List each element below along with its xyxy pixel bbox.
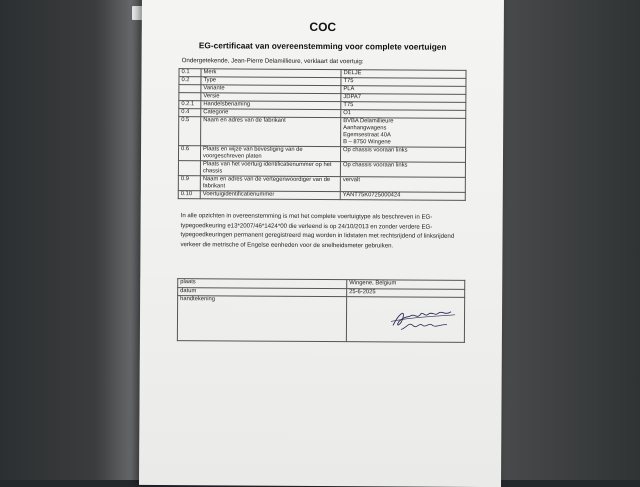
row-code: 0.1 [179,69,201,77]
row-value: PLA [341,86,466,95]
spec-row [179,117,466,148]
row-value: T75 [341,78,466,87]
row-code: 0.4 [179,109,201,117]
conformity-paragraph: In alle opzichten in overeenstemming is met het complete voertuigtype als beschreven in EG-typegoedkeuring e13*2007/46*1424*00 die verleend is op 24/10/2013 en zonder verdere EG-typegoedkeuringen permanent geregistreerd mag worden in lidstaten met rechtsrijdend of linksrijdend verkeer die metrische of Engelse eenheden voor de snelheidsmeter gebruiken. [180,212,455,250]
row-label: Merk [201,69,341,78]
coc-document [139,0,504,487]
handwritten-signature [389,303,459,333]
row-value: Op chassis vooraan links [340,162,465,178]
row-code: 0.6 [178,146,200,161]
row-label: Variante [201,85,341,94]
row-value: YANT75K0725000424 [340,192,465,201]
row-label: Type [201,77,341,86]
intro-text: Ondergetekende, Jean-Pierre Delamillieure, verklaart dat voertuig: [181,57,364,66]
row-value: Op chassis vooraan links [340,147,465,163]
spec-row [178,191,465,201]
row-label: Handelsbenaming [201,101,341,110]
row-value: BVBA Delamillieure Aanhangwagens Egemsestraat 40A B – 8750 Wingene [341,118,466,148]
spec-row [178,146,465,163]
row-value: vervalt [340,177,465,193]
date-value: 25-6-2025 [347,288,465,297]
row-label: Voertuigidentificatienummer [200,191,340,200]
row-label: Plaats van het voertuig identificatienummer op het chassis [200,161,340,177]
spec-row [178,161,465,178]
document-title: COC [309,19,337,35]
signature-cell [346,297,464,343]
row-value: T75 [341,102,466,111]
row-label: Naam en adres van de fabrikant [201,117,341,147]
place-label: plaats [178,279,347,289]
sign-row-signature [177,296,464,343]
row-label: Plaats en wijze van bevestiging van de voorgeschreven platen [200,146,340,162]
date-label: datum [178,287,347,297]
row-code: 0.2.1 [179,101,201,109]
row-label: Versie [201,93,341,102]
row-code: 0.9 [178,176,200,191]
row-code [178,161,200,176]
row-code: 0.5 [179,117,201,146]
spec-row [178,176,465,193]
row-value: DELJE [341,70,466,79]
row-code: 0.10 [178,191,200,199]
row-code [179,85,201,93]
row-code: 0.2 [179,77,201,85]
document-subtitle: EG-certificaat van overeenstemming voor complete voertuigen [198,40,447,52]
row-code [179,93,201,101]
row-value: JDPA7 [341,94,466,103]
vehicle-spec-table [178,68,467,201]
row-value: O1 [341,110,466,119]
signature-label: handtekening [177,296,346,342]
background-right [490,0,640,480]
place-value: Wingene, Belgium [347,280,465,289]
signature-table [177,278,465,343]
row-label: Categorie [201,109,341,118]
row-label: Naam en adres van de vertegenwoordiger van de fabrikant [200,176,340,192]
